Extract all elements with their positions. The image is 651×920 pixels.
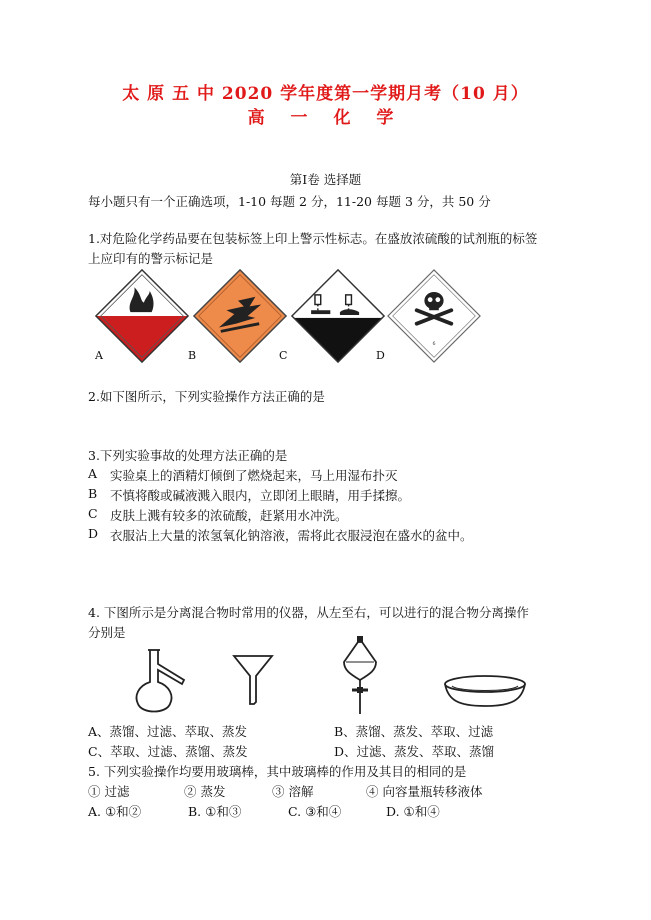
q1-option-a-label: A — [95, 349, 103, 362]
q4-stem-line2: 分别是 — [88, 625, 126, 640]
q3-option-b-key: B — [88, 486, 98, 501]
exam-subtitle: 高 一 化 学 — [247, 108, 404, 128]
q5-item-4: ④ 向容量瓶转移液体 — [366, 784, 483, 799]
funnel-icon — [232, 654, 274, 706]
q5-option-c: C. ③和④ — [288, 804, 342, 819]
q3-option-c: 皮肤上溅有较多的浓硫酸，赶紧用水冲洗。 — [110, 508, 348, 523]
q3-stem: 3.下列实验事故的处理方法正确的是 — [88, 448, 288, 463]
corrosive-icon — [290, 268, 386, 364]
q3-option-a-key: A — [88, 466, 98, 481]
oxidizer-icon — [192, 268, 288, 364]
q5-option-d: D. ①和④ — [386, 804, 440, 819]
q3-option-b: 不慎将酸或碱液溅入眼内，立即闭上眼睛，用手揉擦。 — [110, 488, 411, 503]
flammable-liquid-icon — [94, 268, 190, 364]
q4-option-a: A、蒸馏、过滤、萃取、蒸发 — [88, 724, 248, 739]
q5-item-3: ③ 溶解 — [272, 784, 314, 799]
q3-option-d-key: D — [88, 526, 99, 541]
exam-title: 太 原 五 中 2020 学年度第一学期月考（10 月） — [122, 84, 529, 104]
q5-item-2: ② 蒸发 — [184, 784, 226, 799]
section-title: 第Ⅰ卷 选择题 — [289, 172, 362, 187]
q4-option-b: B、蒸馏、蒸发、萃取、过滤 — [334, 724, 494, 739]
evaporating-dish-icon — [440, 672, 530, 712]
toxic-skull-icon — [386, 268, 482, 364]
q1-stem-line1: 1.对危险化学药品要在包装标签上印上警示性标志。在盛放浓硫酸的试剂瓶的标签 — [88, 231, 538, 246]
section-instructions: 每小题只有一个正确选项，1-10 每题 2 分，11-20 每题 3 分，共 50 分 — [88, 194, 491, 209]
q4-stem-line1: 4. 下图所示是分离混合物时常用的仪器，从左至右，可以进行的混合物分离操作 — [88, 605, 529, 620]
q3-option-d: 衣服沾上大量的浓氢氧化钠溶液，需将此衣服浸泡在盛水的盆中。 — [110, 528, 473, 543]
q5-option-b: B. ①和③ — [188, 804, 242, 819]
svg-text:6: 6 — [432, 341, 436, 347]
q3-option-a: 实验桌上的酒精灯倾倒了燃烧起来，马上用湿布扑灭 — [110, 468, 398, 483]
q1-option-d-label: D — [376, 349, 385, 362]
q2-stem: 2.如下图所示，下列实验操作方法正确的是 — [88, 389, 325, 404]
q5-stem: 5. 下列实验操作均要用玻璃棒，其中玻璃棒的作用及其目的相同的是 — [88, 764, 467, 779]
separatory-funnel-icon — [340, 634, 380, 718]
q1-option-c-label: C — [279, 349, 288, 362]
q1-option-b-label: B — [188, 349, 197, 362]
q5-item-1: ① 过滤 — [88, 784, 130, 799]
q4-option-c: C、萃取、过滤、蒸馏、蒸发 — [88, 744, 248, 759]
distillation-flask-icon — [130, 648, 190, 716]
q3-option-c-key: C — [88, 506, 98, 521]
q1-stem-line2: 上应印有的警示标记是 — [88, 251, 214, 266]
q5-option-a: A. ①和② — [88, 804, 142, 819]
q4-option-d: D、过滤、蒸发、萃取、蒸馏 — [334, 744, 495, 759]
